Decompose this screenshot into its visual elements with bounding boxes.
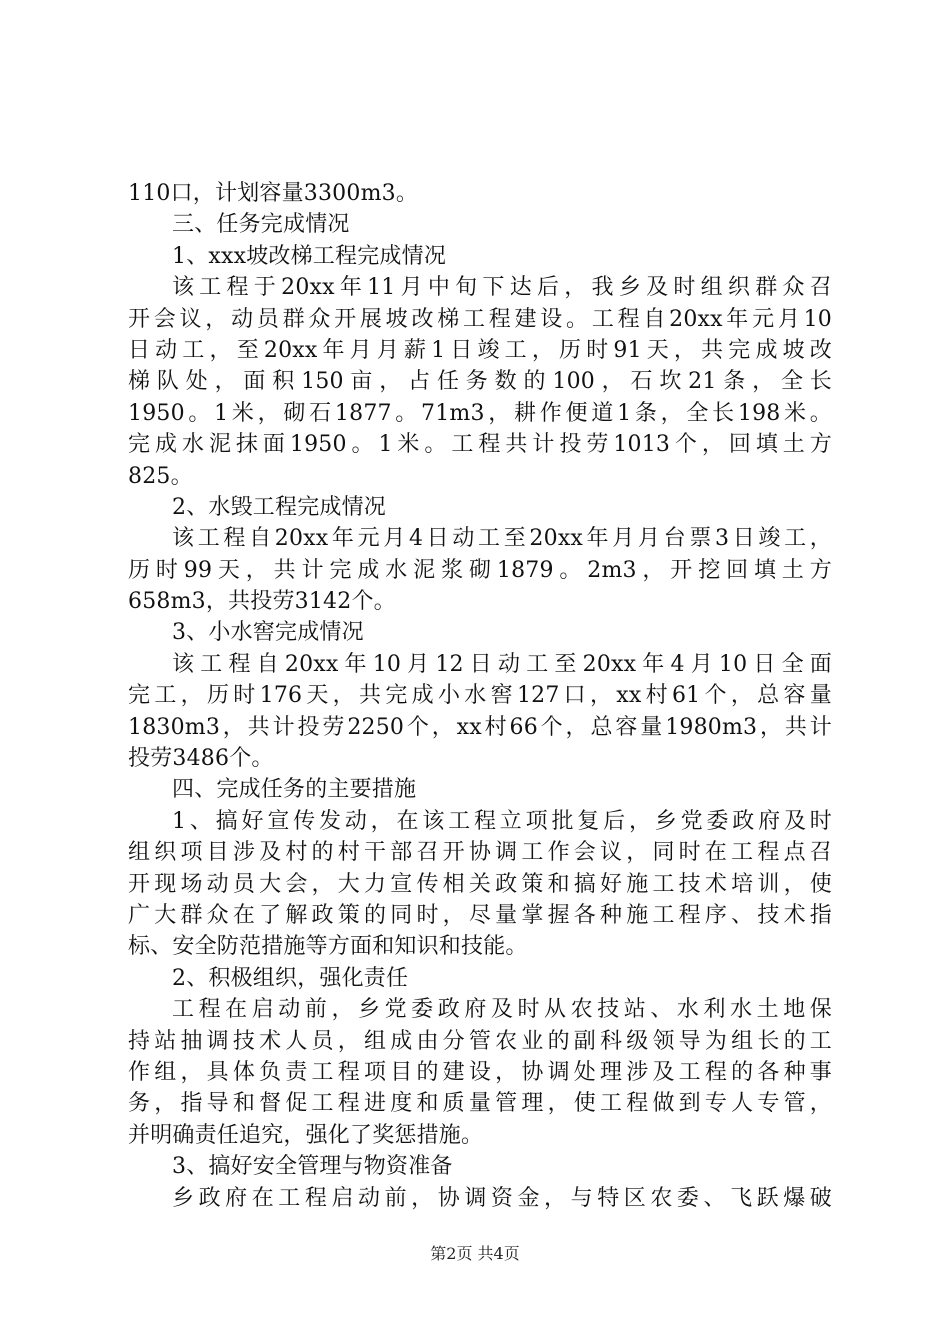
text-line: 四、完成任务的主要措施 <box>172 777 417 803</box>
text-line: 2、积极组织，强化责任 <box>172 965 409 991</box>
document-body <box>128 178 832 1214</box>
text-line: 2、水毁工程完成情况 <box>172 494 386 520</box>
text-line: 3、搞好安全管理与物资准备 <box>172 1154 453 1180</box>
text-line: 投劳3486个。 <box>128 746 274 772</box>
text-line: 务，指导和督促工程进度和质量管理，使工程做到专人专管， <box>128 1091 832 1117</box>
text-line: 历时99天，共计完成水泥浆砌1879。2m3，开挖回填土方 <box>128 557 832 583</box>
text-line: 658m3，共投劳3142个。 <box>128 589 396 615</box>
text-line: 开会议，动员群众开展坡改梯工程建设。工程自20xx年元月10 <box>128 306 832 332</box>
text-line: 完成水泥抹面1950。1米。工程共计投劳1013个，回填土方 <box>128 432 832 458</box>
text-line: 工程在启动前，乡党委政府及时从农技站、水利水土地保 <box>172 997 832 1023</box>
text-line: 三、任务完成情况 <box>172 212 350 238</box>
text-line: 乡政府在工程启动前，协调资金，与特区农委、飞跃爆破 <box>172 1185 832 1211</box>
text-line: 梯队处，面积150亩，占任务数的100，石坎21条，全长 <box>128 369 832 395</box>
text-line: 该工程于20xx年11月中旬下达后，我乡及时组织群众召 <box>172 275 832 301</box>
text-line: 1、xxx坡改梯工程完成情况 <box>172 243 447 269</box>
text-line: 持站抽调技术人员，组成由分管农业的副科级领导为组长的工 <box>128 1028 832 1054</box>
text-line: 组织项目涉及村的村干部召开协调工作会议，同时在工程点召 <box>128 840 832 866</box>
text-line: 完工，历时176天，共完成小水窖127口，xx村61个，总容量 <box>128 683 832 709</box>
text-line: 标、安全防范措施等方面和知识和技能。 <box>128 934 528 960</box>
text-line: 825。 <box>128 463 193 489</box>
page-footer: 第2页 共4页 <box>430 1244 520 1263</box>
text-line: 该工程自20xx年10月12日动工至20xx年4月10日全面 <box>172 651 832 677</box>
text-line: 广大群众在了解政策的同时，尽量掌握各种施工程序、技术指 <box>128 902 832 928</box>
text-line: 并明确责任追究，强化了奖惩措施。 <box>128 1122 484 1148</box>
text-line: 1950。1米，砌石1877。71m3，耕作便道1条，全长198米。 <box>128 400 832 426</box>
text-line: 1830m3，共计投劳2250个，xx村66个，总容量1980m3，共计 <box>128 714 832 740</box>
text-line: 该工程自20xx年元月4日动工至20xx年月月台票3日竣工， <box>172 526 832 552</box>
text-line: 1、搞好宣传发动，在该工程立项批复后，乡党委政府及时 <box>172 808 832 834</box>
text-line: 110口，计划容量3300m3。 <box>128 181 419 206</box>
text-line: 作组，具体负责工程项目的建设，协调处理涉及工程的各种事 <box>128 1059 832 1085</box>
text-line: 3、小水窖完成情况 <box>172 620 364 646</box>
text-line: 开现场动员大会，大力宣传相关政策和搞好施工技术培训，使 <box>128 871 832 897</box>
text-line: 日动工，至20xx年月月薪1日竣工，历时91天，共完成坡改 <box>128 337 832 363</box>
